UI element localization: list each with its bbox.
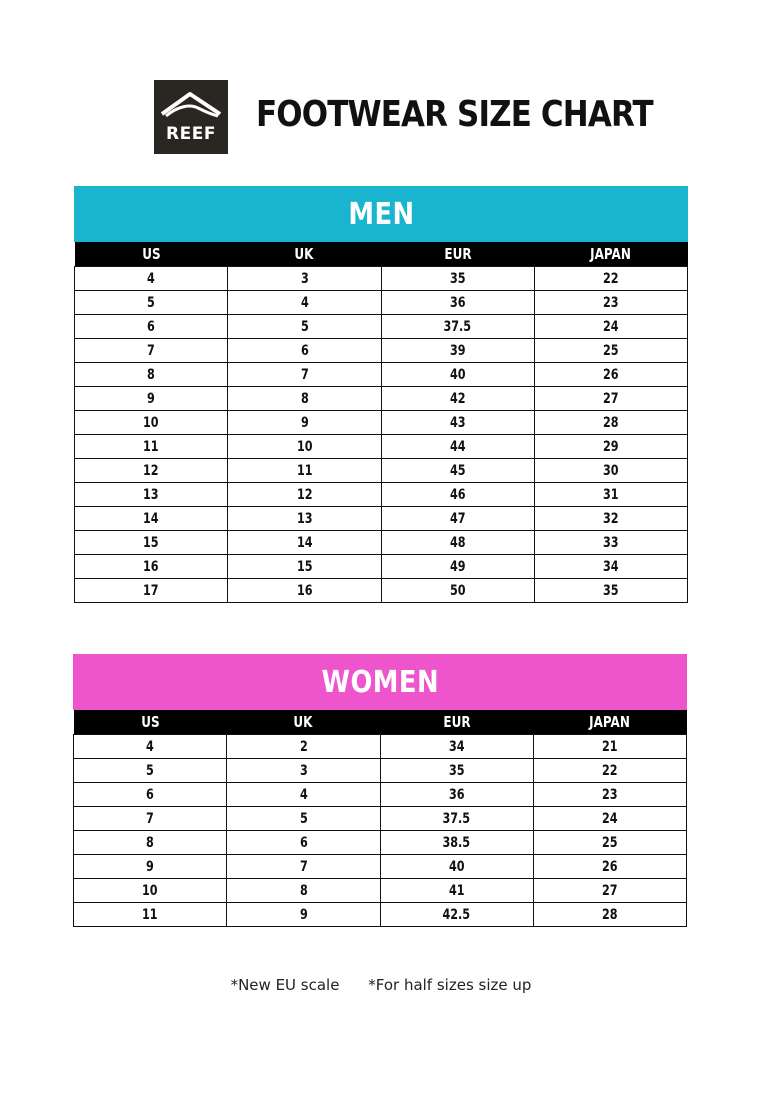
reef-logo — [154, 80, 228, 154]
cell-value: 10 — [142, 882, 158, 899]
table-cell-uk — [228, 363, 381, 387]
table-cell-uk — [228, 483, 381, 507]
cell-value: 4 — [146, 738, 155, 755]
cell-value: 46 — [449, 486, 466, 503]
cell-value: 8 — [147, 366, 156, 383]
table-cell-eur — [381, 555, 534, 579]
women-band — [73, 654, 687, 710]
cell-value: 9 — [146, 858, 155, 875]
cell-value: 16 — [143, 558, 159, 575]
table-cell-japan — [534, 315, 687, 339]
table-cell-uk — [227, 807, 380, 831]
table-cell-us — [75, 315, 228, 339]
table-cell-uk — [228, 555, 381, 579]
women-heading: WOMEN — [321, 665, 439, 700]
table-cell-japan — [534, 555, 687, 579]
table-cell-uk — [227, 735, 380, 759]
men-size-table — [74, 242, 688, 603]
table-row — [75, 315, 688, 339]
table-row — [75, 531, 688, 555]
table-cell-us — [74, 879, 227, 903]
cell-value: 11 — [142, 906, 158, 923]
table-cell-us — [75, 339, 228, 363]
column-header-japan — [534, 242, 687, 267]
cell-value: 5 — [147, 294, 156, 311]
cell-value: 41 — [448, 882, 465, 899]
table-cell-japan — [533, 855, 686, 879]
cell-value: 3 — [300, 270, 309, 287]
table-cell-japan — [533, 879, 686, 903]
cell-value: 34 — [448, 738, 465, 755]
cell-value: 40 — [449, 366, 466, 383]
table-cell-eur — [381, 363, 534, 387]
table-cell-eur — [380, 879, 533, 903]
cell-value: 3 — [299, 762, 308, 779]
table-row — [75, 507, 688, 531]
cell-value: 10 — [296, 438, 313, 455]
cell-value: 14 — [143, 510, 159, 527]
table-cell-us — [75, 411, 228, 435]
table-cell-uk — [228, 267, 381, 291]
column-header-label: US — [140, 713, 160, 731]
cell-value: 49 — [449, 558, 466, 575]
cell-value: 48 — [449, 534, 466, 551]
table-row — [75, 363, 688, 387]
table-cell-eur — [381, 291, 534, 315]
cell-value: 4 — [299, 786, 308, 803]
table-cell-japan — [534, 291, 687, 315]
table-row — [75, 387, 688, 411]
table-body — [74, 735, 687, 927]
table-cell-uk — [227, 759, 380, 783]
table-cell-japan — [533, 783, 686, 807]
cell-value: 32 — [603, 510, 619, 527]
table-cell-japan — [534, 459, 687, 483]
men-size-section — [74, 186, 688, 603]
women-size-section — [73, 654, 687, 927]
table-cell-eur — [381, 315, 534, 339]
cell-value: 43 — [449, 414, 466, 431]
table-cell-eur — [380, 759, 533, 783]
table-cell-eur — [381, 507, 534, 531]
cell-value: 36 — [449, 294, 466, 311]
table-cell-japan — [534, 267, 687, 291]
cell-value: 13 — [143, 486, 159, 503]
cell-value: 24 — [602, 810, 618, 827]
cell-value: 9 — [147, 390, 156, 407]
table-row — [75, 267, 688, 291]
logo-wordmark: REEF — [166, 124, 216, 144]
table-row — [74, 783, 687, 807]
page-header — [154, 80, 653, 156]
table-cell-us — [75, 483, 228, 507]
cell-value: 44 — [449, 438, 466, 455]
table-cell-uk — [227, 783, 380, 807]
table-cell-uk — [228, 315, 381, 339]
table-cell-us — [74, 855, 227, 879]
cell-value: 23 — [603, 294, 619, 311]
table-row — [74, 831, 687, 855]
table-cell-us — [75, 579, 228, 603]
column-header-us — [75, 242, 228, 267]
column-header-eur — [380, 710, 533, 735]
cell-value: 4 — [147, 270, 156, 287]
column-header-label: UK — [294, 245, 314, 263]
table-cell-us — [74, 735, 227, 759]
table-cell-japan — [533, 903, 686, 927]
table-cell-uk — [228, 387, 381, 411]
cell-value: 40 — [448, 858, 465, 875]
table-header-row — [75, 242, 688, 267]
column-header-label: JAPAN — [589, 713, 631, 731]
cell-value: 7 — [299, 858, 308, 875]
table-cell-japan — [533, 831, 686, 855]
cell-value: 37.5 — [442, 810, 471, 827]
column-header-label: EUR — [443, 713, 471, 731]
cell-value: 8 — [299, 882, 308, 899]
cell-value: 12 — [296, 486, 313, 503]
column-header-japan — [533, 710, 686, 735]
men-heading: MEN — [347, 197, 415, 232]
table-cell-uk — [227, 879, 380, 903]
cell-value: 5 — [300, 318, 309, 335]
cell-value: 12 — [143, 462, 159, 479]
table-row — [75, 411, 688, 435]
cell-value: 25 — [603, 342, 619, 359]
page-title: FOOTWEAR SIZE CHART — [256, 94, 653, 135]
table-row — [75, 483, 688, 507]
cell-value: 28 — [602, 906, 618, 923]
table-row — [75, 579, 688, 603]
cell-value: 37.5 — [443, 318, 472, 335]
cell-value: 22 — [602, 762, 618, 779]
table-cell-uk — [228, 531, 381, 555]
table-row — [75, 555, 688, 579]
cell-value: 38.5 — [442, 834, 471, 851]
cell-value: 26 — [602, 858, 618, 875]
table-cell-uk — [228, 291, 381, 315]
table-cell-eur — [381, 339, 534, 363]
cell-value: 6 — [147, 318, 156, 335]
cell-value: 23 — [602, 786, 618, 803]
cell-value: 42 — [449, 390, 466, 407]
table-cell-uk — [228, 411, 381, 435]
men-band — [74, 186, 688, 242]
table-cell-japan — [534, 435, 687, 459]
table-cell-eur — [381, 459, 534, 483]
column-header-label: JAPAN — [590, 245, 632, 263]
footnotes — [0, 976, 762, 994]
cell-value: 34 — [603, 558, 619, 575]
table-cell-japan — [534, 363, 687, 387]
table-cell-uk — [227, 903, 380, 927]
cell-value: 45 — [449, 462, 466, 479]
table-cell-japan — [533, 807, 686, 831]
table-row — [74, 855, 687, 879]
table-cell-uk — [228, 435, 381, 459]
table-row — [75, 459, 688, 483]
table-cell-eur — [381, 267, 534, 291]
table-cell-eur — [381, 579, 534, 603]
column-header-label: EUR — [444, 245, 472, 263]
table-row — [74, 759, 687, 783]
table-cell-us — [75, 291, 228, 315]
table-cell-japan — [534, 483, 687, 507]
table-cell-eur — [381, 411, 534, 435]
cell-value: 5 — [299, 810, 308, 827]
cell-value: 15 — [296, 558, 313, 575]
cell-value: 24 — [603, 318, 619, 335]
table-cell-eur — [381, 531, 534, 555]
cell-value: 33 — [603, 534, 619, 551]
cell-value: 39 — [449, 342, 466, 359]
table-cell-eur — [380, 855, 533, 879]
cell-value: 7 — [146, 810, 155, 827]
table-header-row — [74, 710, 687, 735]
cell-value: 7 — [300, 366, 309, 383]
table-cell-uk — [228, 507, 381, 531]
cell-value: 10 — [143, 414, 159, 431]
table-row — [75, 435, 688, 459]
table-cell-us — [75, 387, 228, 411]
cell-value: 50 — [449, 582, 466, 599]
column-header-us — [74, 710, 227, 735]
table-row — [74, 903, 687, 927]
table-row — [75, 291, 688, 315]
footnote-eu-scale: *New EU scale — [230, 976, 340, 994]
table-cell-japan — [534, 411, 687, 435]
table-cell-eur — [380, 735, 533, 759]
table-cell-us — [74, 759, 227, 783]
table-cell-eur — [381, 387, 534, 411]
cell-value: 21 — [602, 738, 618, 755]
cell-value: 9 — [300, 414, 309, 431]
column-header-label: UK — [293, 713, 313, 731]
table-cell-us — [75, 531, 228, 555]
cell-value: 8 — [300, 390, 309, 407]
cell-value: 42.5 — [442, 906, 471, 923]
cell-value: 28 — [603, 414, 619, 431]
table-cell-eur — [380, 831, 533, 855]
table-cell-us — [75, 363, 228, 387]
column-header-eur — [381, 242, 534, 267]
cell-value: 6 — [300, 342, 309, 359]
table-cell-eur — [381, 483, 534, 507]
table-row — [75, 339, 688, 363]
table-cell-eur — [380, 783, 533, 807]
table-cell-us — [74, 903, 227, 927]
table-cell-japan — [533, 735, 686, 759]
cell-value: 47 — [449, 510, 466, 527]
table-cell-uk — [228, 339, 381, 363]
cell-value: 22 — [603, 270, 619, 287]
cell-value: 29 — [603, 438, 619, 455]
cell-value: 27 — [602, 882, 618, 899]
cell-value: 35 — [449, 270, 466, 287]
cell-value: 17 — [143, 582, 159, 599]
table-cell-uk — [228, 459, 381, 483]
cell-value: 6 — [146, 786, 155, 803]
cell-value: 15 — [143, 534, 159, 551]
cell-value: 5 — [146, 762, 155, 779]
women-size-table — [73, 710, 687, 927]
table-cell-uk — [227, 855, 380, 879]
table-cell-us — [75, 555, 228, 579]
table-body — [75, 267, 688, 603]
cell-value: 31 — [603, 486, 619, 503]
cell-value: 9 — [299, 906, 308, 923]
table-cell-japan — [534, 339, 687, 363]
cell-value: 11 — [143, 438, 159, 455]
table-cell-us — [74, 783, 227, 807]
cell-value: 7 — [147, 342, 156, 359]
table-cell-us — [75, 507, 228, 531]
footnote-half-sizes: *For half sizes size up — [368, 976, 532, 994]
table-row — [74, 807, 687, 831]
table-cell-us — [75, 435, 228, 459]
cell-value: 13 — [296, 510, 313, 527]
cell-value: 11 — [296, 462, 313, 479]
cell-value: 4 — [300, 294, 309, 311]
table-cell-japan — [534, 387, 687, 411]
table-cell-eur — [380, 903, 533, 927]
table-cell-japan — [534, 531, 687, 555]
cell-value: 25 — [602, 834, 618, 851]
table-cell-japan — [534, 579, 687, 603]
table-cell-us — [75, 267, 228, 291]
cell-value: 2 — [299, 738, 308, 755]
cell-value: 35 — [603, 582, 619, 599]
cell-value: 27 — [603, 390, 619, 407]
table-row — [74, 879, 687, 903]
cell-value: 16 — [296, 582, 313, 599]
table-cell-eur — [381, 435, 534, 459]
table-cell-japan — [533, 759, 686, 783]
table-cell-uk — [227, 831, 380, 855]
cell-value: 26 — [603, 366, 619, 383]
cell-value: 30 — [603, 462, 619, 479]
cell-value: 6 — [299, 834, 308, 851]
table-cell-japan — [534, 507, 687, 531]
table-cell-us — [75, 459, 228, 483]
table-cell-us — [74, 807, 227, 831]
column-header-uk — [228, 242, 381, 267]
table-cell-uk — [228, 579, 381, 603]
column-header-label: US — [141, 245, 161, 263]
cell-value: 8 — [146, 834, 155, 851]
cell-value: 36 — [448, 786, 465, 803]
table-cell-us — [74, 831, 227, 855]
table-cell-eur — [380, 807, 533, 831]
cell-value: 14 — [296, 534, 313, 551]
table-row — [74, 735, 687, 759]
cell-value: 35 — [448, 762, 465, 779]
column-header-uk — [227, 710, 380, 735]
